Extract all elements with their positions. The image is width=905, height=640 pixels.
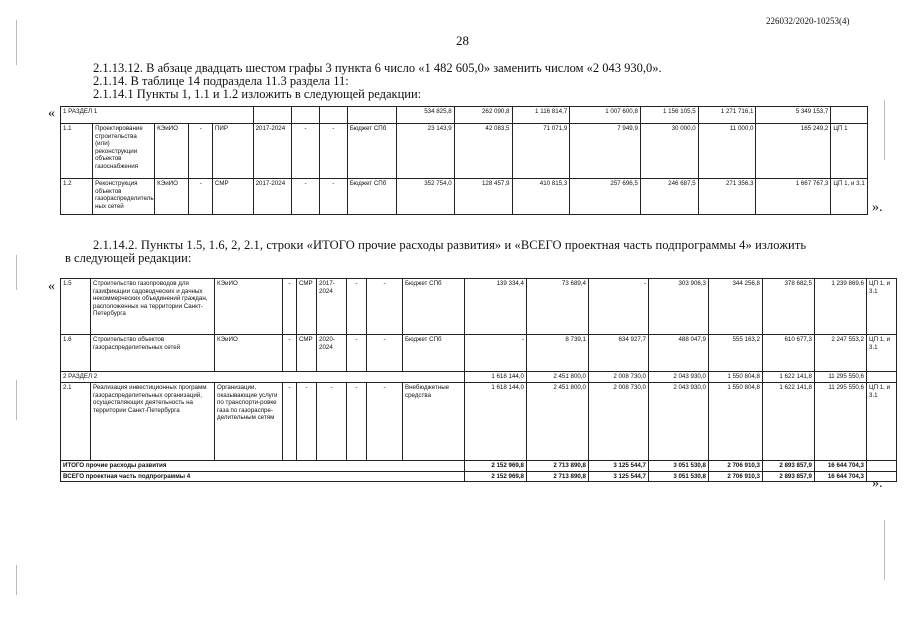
left-margin-line: [16, 255, 17, 290]
table-cell: 344 256,8: [709, 279, 763, 335]
row-number: 2.1: [61, 383, 91, 461]
table-cell: -: [465, 335, 527, 372]
table-cell: 1 667 767,3: [756, 179, 831, 215]
table-cell: -: [319, 124, 347, 179]
table-cell: 257 696,5: [570, 179, 641, 215]
table-cell: 1 156 105,5: [640, 107, 698, 124]
table-cell: 1 116 814,7: [512, 107, 570, 124]
table-cell: 246 687,5: [640, 179, 698, 215]
table-cell: 2 247 553,2: [815, 335, 867, 372]
table-cell: 11 000,0: [698, 124, 756, 179]
table-cell: 42 083,5: [454, 124, 512, 179]
table-cell: 23 143,9: [396, 124, 454, 179]
table-row: [61, 124, 868, 179]
table-cell: 1 618 144,0: [465, 372, 527, 383]
row-number: 1.2: [61, 179, 93, 215]
row-type: СМР: [297, 279, 317, 335]
table-cell: 610 677,3: [763, 335, 815, 372]
table-cell: 534 825,8: [396, 107, 454, 124]
table-cell: 1 007 600,8: [570, 107, 641, 124]
document-number: 226032/2020-10253(4): [766, 16, 850, 26]
table-cell: -: [347, 279, 367, 335]
paragraph-2-1-13-12: 2.1.13.12. В абзаце двадцать шестом графы 3 пункта 6 число «1 482 605,0» заменить числом «2 043 930,0».: [93, 61, 662, 75]
row-years: 2017-2024: [253, 179, 292, 215]
table-cell: 3 051 530,8: [649, 461, 709, 472]
row-name: Проектирование строительства (или) реконструкции объектов газоснабжения: [93, 124, 155, 179]
row-target: ЦП 1, и 3.1: [867, 383, 897, 461]
table-cell: -: [367, 279, 403, 335]
table-cell: 2 008 730,0: [589, 383, 649, 461]
row-name: Реконструкция объектов газораспределитель ных сетей: [93, 179, 155, 215]
table-cell: -: [283, 335, 297, 372]
table-cell: 2 893 857,9: [763, 461, 815, 472]
table-cell: 2 713 890,8: [527, 461, 589, 472]
table-cell: 5 349 153,7: [756, 107, 831, 124]
row-executor: Организации, оказывающие услуги по транспорти-ровке газа по газораспре-делительным сетям: [215, 383, 283, 461]
table-cell: -: [292, 179, 320, 215]
table-cell: -: [319, 179, 347, 215]
row-target: ЦП 1, и 3.1: [867, 279, 897, 335]
table-cell: 165 249,2: [756, 124, 831, 179]
table-row: [61, 335, 897, 372]
table-cell: 2 706 910,3: [709, 461, 763, 472]
open-quote: «: [48, 106, 55, 121]
row-target: ЦП 1: [831, 124, 868, 179]
table-cell: 2 706 910,3: [709, 471, 763, 482]
left-margin-line: [16, 565, 17, 595]
paragraph-2-1-14-2: 2.1.14.2. Пункты 1.5, 1.6, 2, 2.1, строки «ИТОГО прочие расходы развития» и «ВСЕГО проектная часть подпрограммы 4» изложить: [93, 238, 807, 252]
table-cell: 2 008 730,0: [589, 372, 649, 383]
row-number: 1.1: [61, 124, 93, 179]
table-cell: 271 356,3: [698, 179, 756, 215]
section-label: 2 РАЗДЕЛ 2: [61, 372, 465, 383]
row-executor: КЭиИО: [215, 279, 283, 335]
table-cell: -: [367, 335, 403, 372]
table-cell: 1 618 144,0: [465, 383, 527, 461]
table-cell: 73 689,4: [527, 279, 589, 335]
row-years: -: [317, 383, 347, 461]
table-cell: -: [347, 383, 367, 461]
table-cell: 378 682,5: [763, 279, 815, 335]
row-years: 2020-2024: [317, 335, 347, 372]
row-source: Бюджет СПб: [403, 335, 465, 372]
table-cell: 11 295 550,6: [815, 372, 867, 383]
table-cell: 7 949,9: [570, 124, 641, 179]
table-cell: 30 000,0: [640, 124, 698, 179]
table-cell: -: [283, 279, 297, 335]
table-cell: -: [283, 383, 297, 461]
table-cell: 262 090,8: [454, 107, 512, 124]
page-number: 28: [456, 33, 469, 48]
row-number: 1.5: [61, 279, 91, 335]
table-cell: 2 152 969,8: [465, 461, 527, 472]
table-cell: 634 927,7: [589, 335, 649, 372]
table-cell: 488 047,9: [649, 335, 709, 372]
table-cell: 139 334,4: [465, 279, 527, 335]
row-number: 1.6: [61, 335, 91, 372]
table-cell: -: [589, 279, 649, 335]
row-source: Бюджет СПб: [347, 179, 396, 215]
right-margin-line: [884, 520, 885, 580]
table-points-1-1-1-2: [60, 106, 868, 215]
table-cell: 16 644 704,3: [815, 461, 867, 472]
paragraph-2-1-14-1: 2.1.14.1 Пункты 1, 1.1 и 1.2 изложить в следующей редакции:: [93, 87, 422, 101]
right-margin-line: [884, 100, 885, 160]
total-label: ИТОГО прочие расходы развития: [61, 461, 465, 472]
row-source: Бюджет СПб: [347, 124, 396, 179]
table-cell: -: [347, 335, 367, 372]
table-cell: 3 051 530,8: [649, 471, 709, 482]
section-label: 1 РАЗДЕЛ 1: [61, 107, 254, 124]
row-type: ПИР: [212, 124, 253, 179]
table-cell: -: [189, 179, 213, 215]
row-years: 2017-2024: [317, 279, 347, 335]
row-executor: КЭиИО: [215, 335, 283, 372]
row-executor: КЭиИО: [155, 124, 189, 179]
table-cell: 2 043 930,0: [649, 383, 709, 461]
table-cell: 11 295 550,6: [815, 383, 867, 461]
row-name: Реализация инвестиционных программ газораспределительных организаций, осуществляющих деятельность на территории Санкт-Петербурга: [91, 383, 215, 461]
left-margin-line: [16, 20, 17, 65]
row-name: Строительство объектов газораспределительных сетей: [91, 335, 215, 372]
table-cell: 16 644 704,3: [815, 471, 867, 482]
table-cell: 1 550 804,8: [709, 372, 763, 383]
table-points-1-5-2-1: [60, 278, 897, 482]
row-type: СМР: [212, 179, 253, 215]
table-cell: 303 906,3: [649, 279, 709, 335]
table-row: [61, 179, 868, 215]
paragraph-2-1-14-2-cont: в следующей редакции:: [65, 251, 192, 265]
table-cell: 1 622 141,8: [763, 383, 815, 461]
table-cell: 2 152 969,8: [465, 471, 527, 482]
table-cell: 8 739,1: [527, 335, 589, 372]
table-cell: 3 125 544,7: [589, 461, 649, 472]
table-cell: -: [189, 124, 213, 179]
table-cell: 1 550 804,8: [709, 383, 763, 461]
total-label: ВСЕГО проектная часть подпрограммы 4: [61, 471, 465, 482]
table-cell: 128 457,9: [454, 179, 512, 215]
table-cell: 555 163,2: [709, 335, 763, 372]
section-2-row: [61, 372, 897, 383]
row-source: Внебюджетные средства: [403, 383, 465, 461]
close-quote: ».: [872, 200, 883, 215]
table-cell: 1 271 716,1: [698, 107, 756, 124]
table-cell: 410 815,3: [512, 179, 570, 215]
table-cell: 1 239 869,6: [815, 279, 867, 335]
row-type: -: [297, 383, 317, 461]
table-cell: 71 071,9: [512, 124, 570, 179]
row-executor: КЭиИО: [155, 179, 189, 215]
table-cell: 1 622 141,8: [763, 372, 815, 383]
table-cell: 2 893 857,9: [763, 471, 815, 482]
table-cell: -: [367, 383, 403, 461]
close-quote: ».: [872, 476, 883, 491]
table-cell: 2 043 930,0: [649, 372, 709, 383]
total-all-row: [61, 471, 897, 482]
table-row: [61, 279, 897, 335]
section-1-row: [61, 107, 868, 124]
row-target: ЦП 1, и 3.1: [867, 335, 897, 372]
table-cell: 2 451 800,0: [527, 372, 589, 383]
table-row: [61, 383, 897, 461]
left-margin-line: [16, 380, 17, 420]
row-target: ЦП 1, и 3.1: [831, 179, 868, 215]
table-cell: 2 451 800,0: [527, 383, 589, 461]
table-cell: -: [292, 124, 320, 179]
row-source: Бюджет СПб: [403, 279, 465, 335]
row-years: 2017-2024: [253, 124, 292, 179]
table-cell: 3 125 544,7: [589, 471, 649, 482]
paragraph-2-1-14: 2.1.14. В таблице 14 подраздела 11.3 раздела 11:: [93, 74, 349, 88]
open-quote: «: [48, 279, 55, 294]
row-name: Строительство газопроводов для газификации садоводческих и дачных некоммерческих объединений граждан, расположенных на территории Санкт-Петербурга: [91, 279, 215, 335]
row-type: СМР: [297, 335, 317, 372]
table-cell: 2 713 890,8: [527, 471, 589, 482]
table-cell: 352 754,0: [396, 179, 454, 215]
total-other-row: [61, 461, 897, 472]
